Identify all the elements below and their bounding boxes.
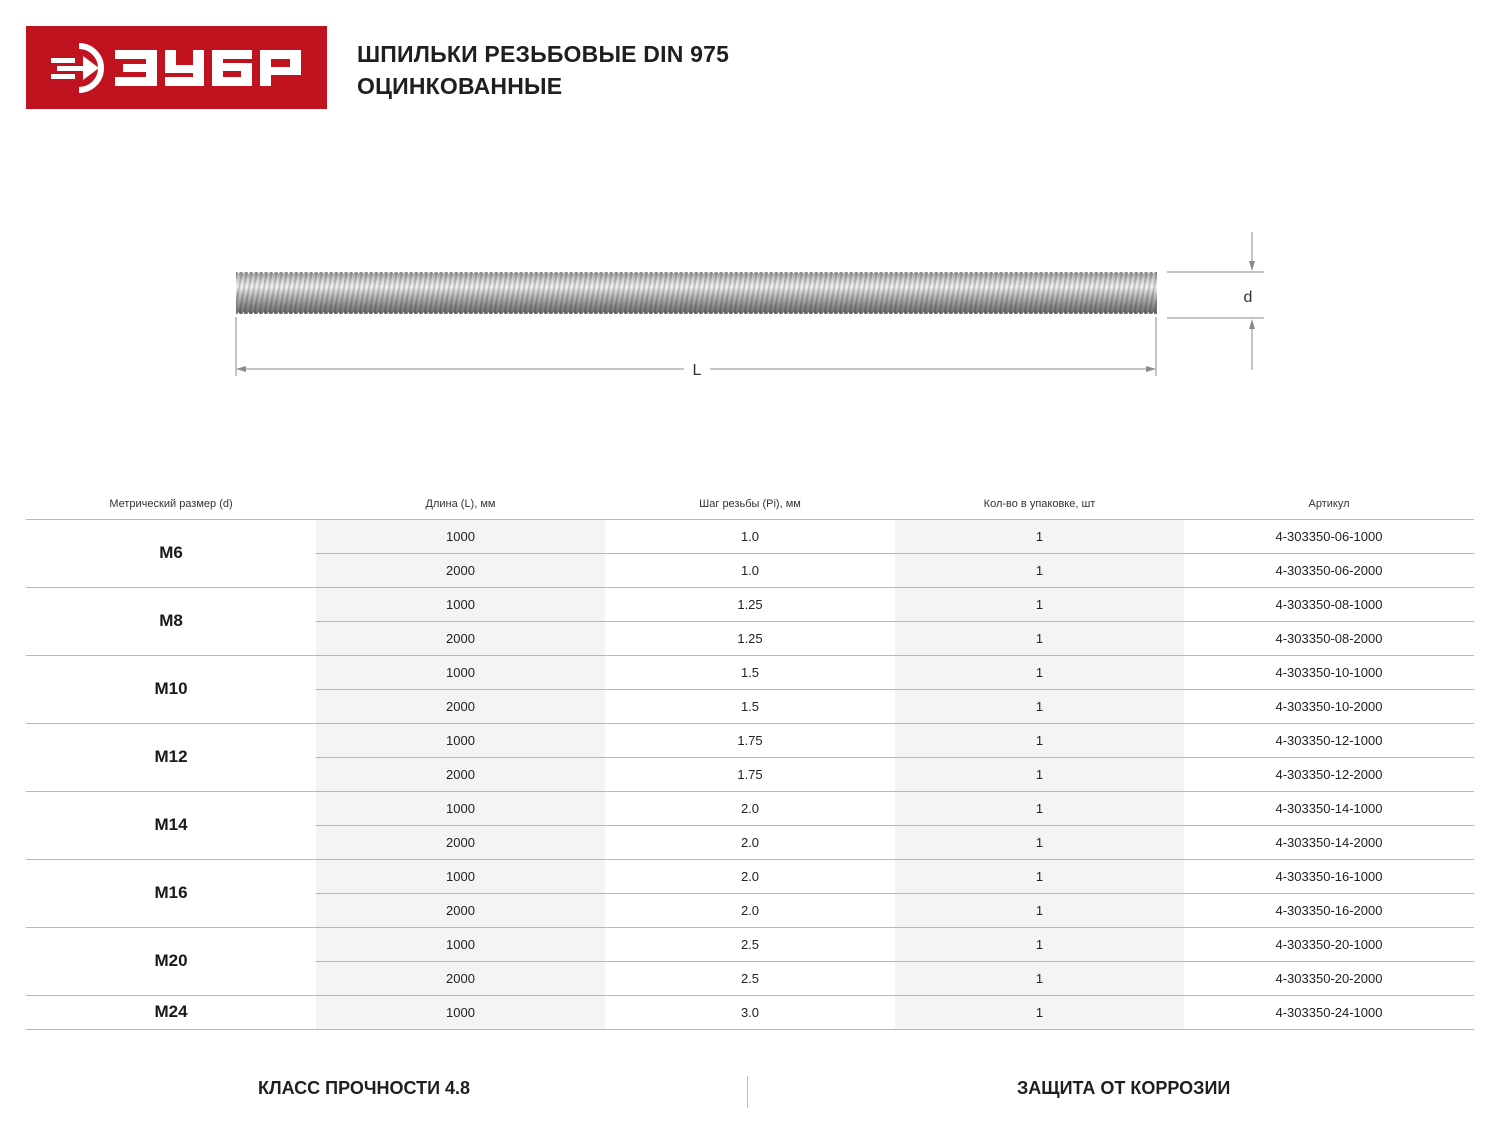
article-cell: 4-303350-16-2000 [1184, 893, 1474, 927]
spec-table [26, 490, 1474, 1030]
corrosion-protection: ЗАЩИТА ОТ КОРРОЗИИ [1017, 1078, 1231, 1098]
qty-cell: 1 [895, 995, 1184, 1029]
pitch-cell: 1.25 [605, 587, 895, 621]
pitch-cell: 1.0 [605, 519, 895, 553]
article-cell: 4-303350-12-1000 [1184, 723, 1474, 757]
length-cell: 1000 [316, 655, 605, 689]
metric-size-cell: M12 [26, 723, 316, 791]
pitch-cell: 3.0 [605, 995, 895, 1029]
metric-size-cell: M14 [26, 791, 316, 859]
article-cell: 4-303350-20-2000 [1184, 961, 1474, 995]
qty-cell: 1 [895, 791, 1184, 825]
qty-cell: 1 [895, 961, 1184, 995]
table-row [26, 859, 1474, 893]
article-cell: 4-303350-06-2000 [1184, 553, 1474, 587]
zubr-logo-icon [49, 38, 304, 98]
length-cell: 2000 [316, 825, 605, 859]
diameter-label: d [1243, 289, 1253, 306]
metric-size-cell: M10 [26, 655, 316, 723]
length-cell: 1000 [316, 995, 605, 1029]
length-cell: 2000 [316, 757, 605, 791]
pitch-cell: 2.0 [605, 893, 895, 927]
table-row [26, 791, 1474, 825]
qty-cell: 1 [895, 757, 1184, 791]
table-row [26, 723, 1474, 757]
pitch-cell: 1.75 [605, 757, 895, 791]
article-cell: 4-303350-10-1000 [1184, 655, 1474, 689]
pitch-cell: 2.0 [605, 791, 895, 825]
header-size: Метрический размер (d) [26, 490, 316, 519]
length-cell: 2000 [316, 689, 605, 723]
article-cell: 4-303350-20-1000 [1184, 927, 1474, 961]
length-label: L [692, 362, 702, 379]
pitch-cell: 2.5 [605, 961, 895, 995]
metric-size-cell: M16 [26, 859, 316, 927]
pitch-cell: 2.0 [605, 825, 895, 859]
metric-size-cell: M20 [26, 927, 316, 995]
qty-cell: 1 [895, 553, 1184, 587]
table-row [26, 995, 1474, 1029]
length-cell: 1000 [316, 859, 605, 893]
length-cell: 2000 [316, 961, 605, 995]
table-body [26, 519, 1474, 1029]
footer-divider [747, 1076, 748, 1108]
table-row [26, 655, 1474, 689]
length-cell: 1000 [316, 927, 605, 961]
length-cell: 2000 [316, 893, 605, 927]
qty-cell: 1 [895, 893, 1184, 927]
qty-cell: 1 [895, 723, 1184, 757]
pitch-cell: 1.5 [605, 689, 895, 723]
length-cell: 1000 [316, 519, 605, 553]
pitch-cell: 1.5 [605, 655, 895, 689]
qty-cell: 1 [895, 655, 1184, 689]
article-cell: 4-303350-24-1000 [1184, 995, 1474, 1029]
article-cell: 4-303350-10-2000 [1184, 689, 1474, 723]
article-cell: 4-303350-08-2000 [1184, 621, 1474, 655]
article-cell: 4-303350-14-1000 [1184, 791, 1474, 825]
pitch-cell: 1.0 [605, 553, 895, 587]
page-title [357, 38, 729, 102]
qty-cell: 1 [895, 825, 1184, 859]
length-cell: 1000 [316, 791, 605, 825]
article-cell: 4-303350-06-1000 [1184, 519, 1474, 553]
spec-table-wrapper [26, 490, 1474, 1030]
metric-size-cell: M8 [26, 587, 316, 655]
threaded-rod-icon [236, 268, 1161, 318]
pitch-cell: 2.5 [605, 927, 895, 961]
metric-size-cell: M6 [26, 519, 316, 587]
table-row [26, 519, 1474, 553]
rod-diagram [0, 220, 1500, 390]
header-pitch: Шаг резьбы (Pi), мм [605, 490, 895, 519]
strength-class: КЛАСС ПРОЧНОСТИ 4.8 [258, 1078, 471, 1098]
header-length: Длина (L), мм [316, 490, 605, 519]
length-cell: 1000 [316, 723, 605, 757]
article-cell: 4-303350-14-2000 [1184, 825, 1474, 859]
brand-logo [26, 26, 327, 109]
header-qty: Кол-во в упаковке, шт [895, 490, 1184, 519]
qty-cell: 1 [895, 587, 1184, 621]
qty-cell: 1 [895, 689, 1184, 723]
article-cell: 4-303350-12-2000 [1184, 757, 1474, 791]
title-line-1: ШПИЛЬКИ РЕЗЬБОВЫЕ DIN 975 [357, 41, 730, 67]
table-row [26, 587, 1474, 621]
pitch-cell: 1.75 [605, 723, 895, 757]
qty-cell: 1 [895, 927, 1184, 961]
table-header-row [26, 490, 1474, 519]
qty-cell: 1 [895, 859, 1184, 893]
article-cell: 4-303350-16-1000 [1184, 859, 1474, 893]
pitch-cell: 1.25 [605, 621, 895, 655]
metric-size-cell: M24 [26, 995, 316, 1029]
title-line-2: ОЦИНКОВАННЫЕ [357, 73, 563, 99]
length-cell: 1000 [316, 587, 605, 621]
article-cell: 4-303350-08-1000 [1184, 587, 1474, 621]
table-row [26, 927, 1474, 961]
length-cell: 2000 [316, 621, 605, 655]
pitch-cell: 2.0 [605, 859, 895, 893]
length-cell: 2000 [316, 553, 605, 587]
qty-cell: 1 [895, 519, 1184, 553]
qty-cell: 1 [895, 621, 1184, 655]
header-article: Артикул [1184, 490, 1474, 519]
